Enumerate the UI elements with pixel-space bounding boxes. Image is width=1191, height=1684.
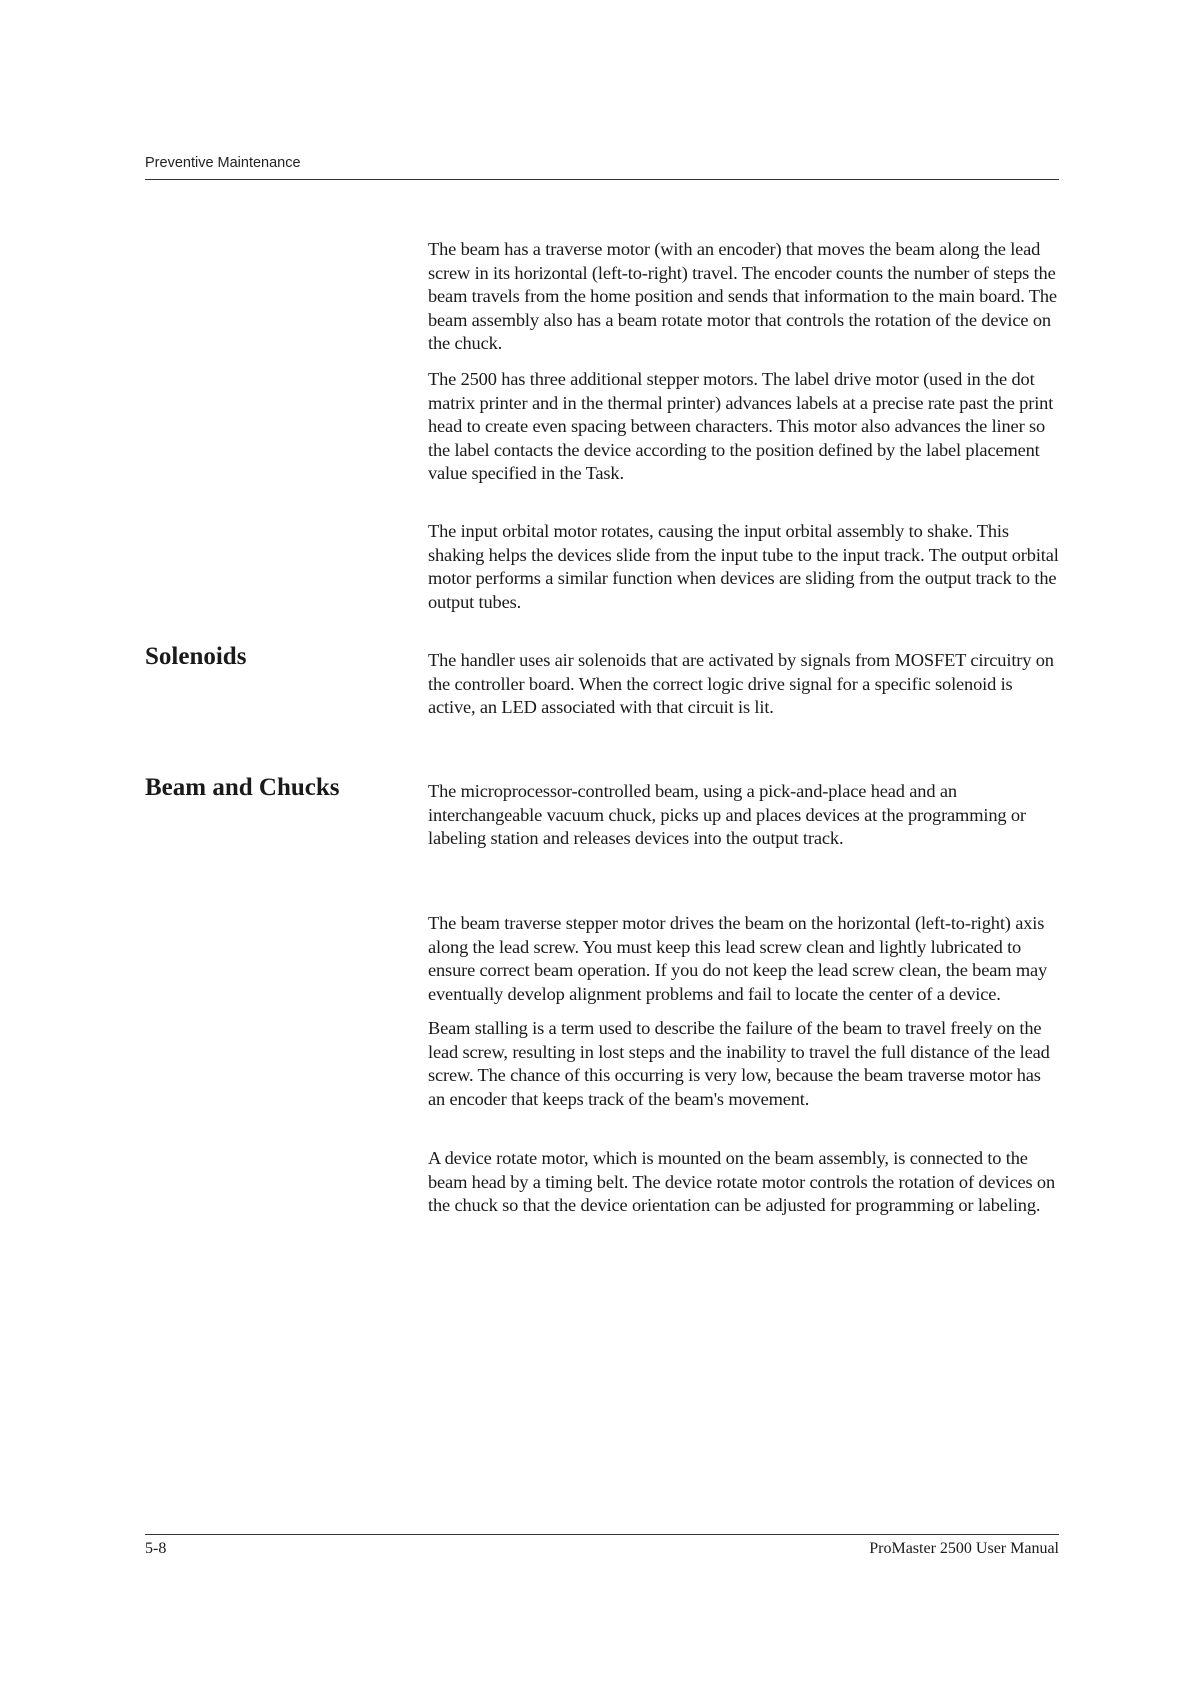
body-paragraph: The beam has a traverse motor (with an encoder) that moves the beam along the lead screw in its horizontal (left-to-right) travel. The encoder counts the number of steps the beam travels from the home position and sends that information to the main board. The beam assembly also has a beam rotate motor that controls the rotation of the device on the chuck.: [428, 239, 1057, 353]
section-heading-beam-and-chucks: Beam and Chucks: [145, 774, 340, 801]
footer-rule: [145, 1534, 1059, 1535]
body-paragraph: The handler uses air solenoids that are activated by signals from MOSFET circuitry on the controller board. When the correct logic drive signal for a specific solenoid is active, an LED associated with that circuit is lit.: [428, 650, 1054, 717]
body-paragraph: The microprocessor-controlled beam, using a pick-and-place head and an interchangeable vacuum chuck, picks up and places devices at the programming or labeling station and releases devices into the output track.: [428, 781, 1026, 848]
body-paragraph: The 2500 has three additional stepper motors. The label drive motor (used in the dot matrix printer and in the thermal printer) advances labels at a precise rate past the print head to create even spacing between characters. This motor also advances the liner so the label contacts the device according to the position defined by the label placement value specified in the Task.: [428, 369, 1054, 483]
body-paragraph: Beam stalling is a term used to describe the failure of the beam to travel freely on the lead screw, resulting in lost steps and the inability to travel the full distance of the lead screw. The chance of this occurring is very low, because the beam traverse motor has an encoder that keeps track of the beam's movement.: [428, 1018, 1050, 1109]
body-paragraph: The input orbital motor rotates, causing the input orbital assembly to shake. This shaking helps the devices slide from the input tube to the input track. The output orbital motor performs a similar function when devices are sliding from the output track to the output tubes.: [428, 521, 1059, 612]
page-number: 5-8: [145, 1540, 167, 1557]
header-rule: [145, 179, 1059, 180]
body-paragraph: A device rotate motor, which is mounted on the beam assembly, is connected to the beam head by a timing belt. The device rotate motor controls the rotation of devices on the chuck so that the device orientation can be adjusted for programming or labeling.: [428, 1148, 1056, 1215]
body-paragraph: The beam traverse stepper motor drives the beam on the horizontal (left-to-right) axis along the lead screw. You must keep this lead screw clean and lightly lubricated to ensure correct beam operation. If you do not keep the lead screw clean, the beam may eventually develop alignment problems and fail to locate the center of a device.: [428, 913, 1048, 1004]
manual-title: ProMaster 2500 User Manual: [869, 1540, 1059, 1557]
section-heading-solenoids: Solenoids: [145, 643, 247, 670]
running-header: Preventive Maintenance: [145, 155, 301, 171]
